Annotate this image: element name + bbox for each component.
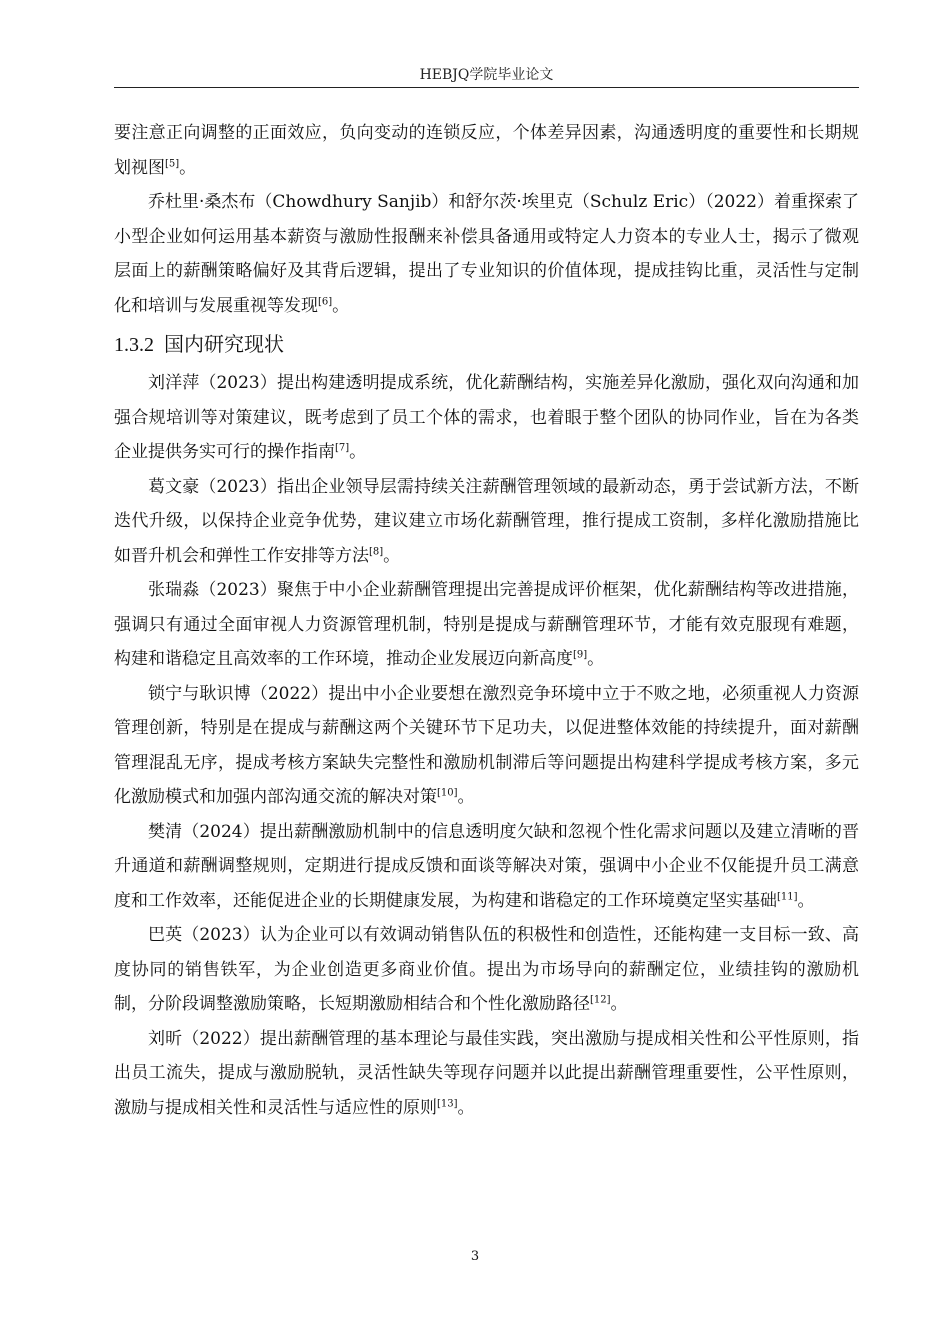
paragraph	[114, 185, 859, 323]
citation-ref: [8]	[369, 545, 384, 557]
paragraph-end: 。	[349, 442, 367, 462]
paragraph-end: 。	[383, 545, 401, 566]
paragraph	[114, 1022, 859, 1126]
paragraph-end: 。	[610, 994, 628, 1014]
paragraph-text: 巴英（2023）认为企业可以有效调动销售队伍的积极性和创造性，还能构建一支目标一致、高度协同的销售铁军，为企业创造更多商业价值。提出为市场导向的薪酬定位，业绩挂钩的激励机制，分阶段调整激励策略，长短期激励相结合和个性化激励路径	[114, 925, 859, 1014]
paragraph-end: 。	[587, 649, 605, 669]
paragraph	[114, 918, 859, 1022]
paragraph-text: 刘洋萍（2023）提出构建透明提成系统，优化薪酬结构，实施差异化激励，强化双向沟通和加强合规培训等对策建议，既考虑到了员工个体的需求，也着眼于整个团队的协同作业，旨在为各类企业提供务实可行的操作指南	[114, 373, 859, 462]
citation-ref: [11]	[777, 890, 798, 902]
paragraph	[114, 116, 859, 185]
document-body	[114, 116, 859, 1125]
paragraph-text: 乔杜里·桑杰布（Chowdhury Sanjib）和舒尔茨·埃里克（Schulz Eric）（2022）着重探索了小型企业如何运用基本薪资与激励性报酬来补偿具备通用或特定人力资本的专业人士，揭示了微观层面上的薪酬策略偏好及其背后逻辑，提出了专业知识的价值体现，提成挂钩比重，灵活性与定制化和培训与发展重视等发现	[114, 192, 859, 316]
paragraph	[114, 470, 859, 574]
paragraph-text: 张瑞淼（2023）聚焦于中小企业薪酬管理提出完善提成评价框架，优化薪酬结构等改进措施，强调只有通过全面审视人力资源管理机制，特别是提成与薪酬管理环节，才能有效克服现有难题，构建和谐稳定且高效率的工作环境，推动企业发展迈向新高度	[114, 580, 859, 669]
citation-ref: [13]	[437, 1097, 458, 1109]
paragraph-end: 。	[179, 157, 197, 178]
header-divider	[114, 87, 859, 88]
section-number: 1.3.2	[114, 334, 154, 356]
paragraph-text: 锁宁与耿识博（2022）提出中小企业要想在激烈竞争环境中立于不败之地，必须重视人力资源管理创新，特别是在提成与薪酬这两个关键环节下足功夫，以促进整体效能的持续提升，面对薪酬管理混乱无序，提成考核方案缺失完整性和激励机制滞后等问题提出构建科学提成考核方案，多元化激励模式和加强内部沟通交流的解决对策	[114, 683, 859, 807]
citation-ref: [7]	[335, 442, 350, 454]
section-title: 国内研究现状	[164, 332, 284, 356]
paragraph-text: 刘昕（2022）提出薪酬管理的基本理论与最佳实践，突出激励与提成相关性和公平性原则，指出员工流失，提成与激励脱轨，灵活性缺失等现存问题并以此提出薪酬管理重要性，公平性原则，激励与提成相关性和灵活性与适应性的原则	[114, 1028, 859, 1118]
citation-ref: [5]	[165, 157, 180, 169]
citation-ref: [6]	[318, 295, 333, 307]
paragraph-end: 。	[457, 787, 475, 807]
paragraph-text: 樊清（2024）提出薪酬激励机制中的信息透明度欠缺和忽视个性化需求问题以及建立清晰的晋升通道和薪酬调整规则，定期进行提成反馈和面谈等解决对策，强调中小企业不仅能提升员工满意度和工作效率，还能促进企业的长期健康发展，为构建和谐稳定的工作环境奠定坚实基础	[114, 821, 859, 911]
citation-ref: [12]	[590, 994, 611, 1006]
paragraph	[114, 573, 859, 677]
paragraph-end: 。	[332, 295, 350, 316]
paragraph-end: 。	[797, 890, 815, 911]
paragraph	[114, 815, 859, 919]
page-header: HEBJQ学院毕业论文	[419, 67, 554, 83]
page-number: 3	[470, 1249, 480, 1264]
paragraph-end: 。	[457, 1097, 475, 1118]
citation-ref: [10]	[437, 787, 458, 799]
paragraph-text: 葛文豪（2023）指出企业领导层需持续关注薪酬管理领域的最新动态，勇于尝试新方法，不断迭代升级，以保持企业竞争优势，建议建立市场化薪酬管理，推行提成工资制，多样化激励措施比如晋升机会和弹性工作安排等方法	[114, 476, 859, 566]
paragraph	[114, 677, 859, 815]
paragraph-text: 要注意正向调整的正面效应，负向变动的连锁反应，个体差异因素，沟通透明度的重要性和长期规划视图	[114, 123, 859, 178]
paragraph	[114, 366, 859, 470]
section-heading	[114, 326, 859, 363]
citation-ref: [9]	[573, 649, 588, 661]
